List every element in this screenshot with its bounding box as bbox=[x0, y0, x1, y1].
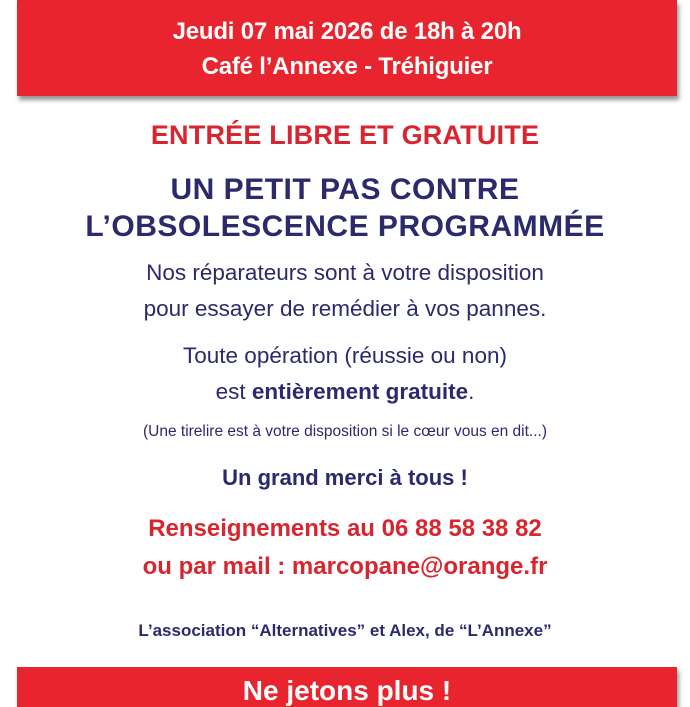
repairers-text-line-1: Nos réparateurs sont à votre disposition bbox=[146, 260, 544, 285]
slogan-banner bbox=[17, 667, 677, 707]
event-info-banner bbox=[17, 0, 677, 96]
headline-line-2: L’OBSOLESCENCE PROGRAMMÉE bbox=[85, 210, 605, 243]
piggybank-note: (Une tirelire est à votre disposition si le cœur vous en dit...) bbox=[142, 423, 547, 440]
repairers-text-line-2: pour essayer de remédier à vos pannes. bbox=[143, 296, 547, 321]
contact-phone: Renseignements au 06 88 58 38 82 bbox=[148, 515, 542, 542]
event-location: Café l’Annexe - Tréhiguier bbox=[201, 53, 493, 80]
event-date: Jeudi 07 mai 2026 de 18h à 20h bbox=[172, 18, 522, 45]
free-entry-heading: ENTRÉE LIBRE ET GRATUITE bbox=[150, 120, 540, 150]
operation-prefix: est bbox=[215, 379, 252, 404]
operation-suffix: . bbox=[468, 379, 475, 404]
headline-line-1: UN PETIT PAS CONTRE bbox=[170, 173, 520, 206]
organizer-signature: L’association “Alternatives” et Alex, de “L’Annexe” bbox=[138, 621, 552, 640]
contact-email: ou par mail : marcopane@orange.fr bbox=[142, 553, 548, 580]
thanks-text: Un grand merci à tous ! bbox=[222, 465, 468, 490]
free-emphasis: entièrement gratuite bbox=[251, 379, 469, 404]
operation-text-line-1: Toute opération (réussie ou non) bbox=[183, 343, 507, 368]
slogan-text: Ne jetons plus ! bbox=[242, 675, 452, 706]
operation-text-line-2 bbox=[0, 379, 690, 405]
